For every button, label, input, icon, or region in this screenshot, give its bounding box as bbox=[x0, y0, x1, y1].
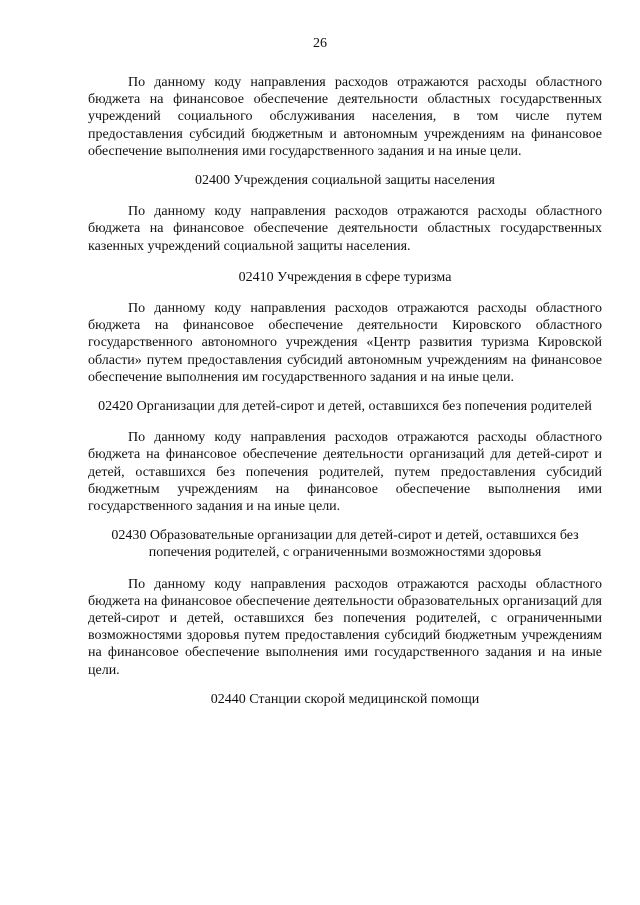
heading-02400: 02400 Учреждения социальной защиты населения bbox=[195, 173, 495, 189]
page-number: 26 bbox=[313, 36, 327, 51]
heading-02420: 02420 Организации для детей-сирот и детей, оставшихся без попечения родителей bbox=[98, 399, 592, 415]
paragraph-1: По данному коду направления расходов отражаются расходы областного бюджета на финансовое обеспечение деятельности областных государственных учреждений социального обслуживания населения, в том числе путем предоставления субсидий бюджетным и автономным учреждениям на финансовое обеспечение выполнения ими государственного задания и на иные цели. bbox=[88, 75, 602, 159]
heading-02440: 02440 Станции скорой медицинской помощи bbox=[210, 691, 480, 707]
paragraph-4: По данному коду направления расходов отражаются расходы областного бюджета на финансовое обеспечение деятельности организаций для детей-сирот и детей, оставшихся без попечения родителей, путем предоставления субсидий бюджетным учреждениям на финансовое обеспечение выполнения ими государственного задания и на иные цели. bbox=[88, 430, 602, 515]
paragraph-5: По данному коду направления расходов отражаются расходы областного бюджета на финансовое обеспечение деятельности образовательных организаций для детей-сирот и детей, оставшихся без попечения родителей, с ограниченными возможностями здоровья путем предоставления субсидий бюджетным учреждениям на финансовое обеспечение выполнения ими государственного задания и на иные цели. bbox=[88, 576, 602, 678]
paragraph-2: По данному коду направления расходов отражаются расходы областного бюджета на финансовое обеспечение деятельности областных государственных казенных учреждений социальной защиты населения. bbox=[88, 204, 602, 254]
paragraph-3: По данному коду направления расходов отражаются расходы областного бюджета на финансовое обеспечение деятельности Кировского областного государственного автономного учреждения «Центр развития туризма Кировской области» путем предоставления субсидий автономным учреждениям на финансовое обеспечение выполнения им государственного задания и на иные цели. bbox=[88, 301, 602, 385]
heading-02430: 02430 Образовательные организации для детей-сирот и детей, оставшихся без попечения родителей, с ограниченными возможностями здоровья bbox=[111, 528, 579, 561]
heading-02410: 02410 Учреждения в сфере туризма bbox=[238, 269, 452, 285]
document-body bbox=[88, 74, 602, 708]
